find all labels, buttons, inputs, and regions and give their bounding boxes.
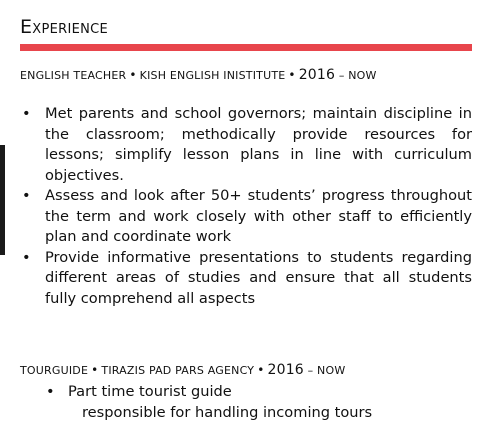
list-item: • Part time tourist guide (46, 382, 466, 403)
job-header-tourguide (20, 362, 345, 378)
list-item: • Met parents and school governors; maintain discipline in the classroom; methodically provide resources for lessons; simplify lesson plans in line with curriculum objectives. (20, 104, 472, 186)
section-title-rule (20, 44, 472, 51)
job-separator: • (257, 363, 265, 377)
job-end: NOW (317, 364, 346, 377)
job-end: NOW (348, 69, 377, 82)
list-item: • Provide informative presentations to students regarding different areas of studies and ensure that all students fully comprehend all aspects (20, 248, 472, 310)
list-item-continuation: responsible for handling incoming tours (82, 403, 373, 421)
job-org: KISH ENGLISH INISTITUTE (139, 69, 286, 82)
job-bullets-english-teacher (20, 104, 472, 309)
job-dash: – (307, 364, 314, 377)
left-edge-bar (0, 145, 5, 255)
job-dash: – (338, 69, 345, 82)
job-header-english-teacher (20, 67, 377, 83)
job-bullets-tourguide (46, 382, 466, 423)
job-org: TIRAZIS PAD PARS AGENCY (101, 364, 255, 377)
job-role: ENGLISH TEACHER (20, 69, 127, 82)
job-separator: • (91, 363, 99, 377)
job-year: 2016 (267, 362, 304, 378)
job-separator: • (129, 68, 137, 82)
job-role: TOURGUIDE (20, 364, 89, 377)
section-title: Experience (20, 16, 109, 38)
job-year: 2016 (298, 67, 336, 83)
list-item: • Assess and look after 50+ students’ progress throughout the term and work closely with other staff to efficiently plan and coordinate work (20, 186, 472, 248)
job-separator: • (288, 68, 296, 82)
